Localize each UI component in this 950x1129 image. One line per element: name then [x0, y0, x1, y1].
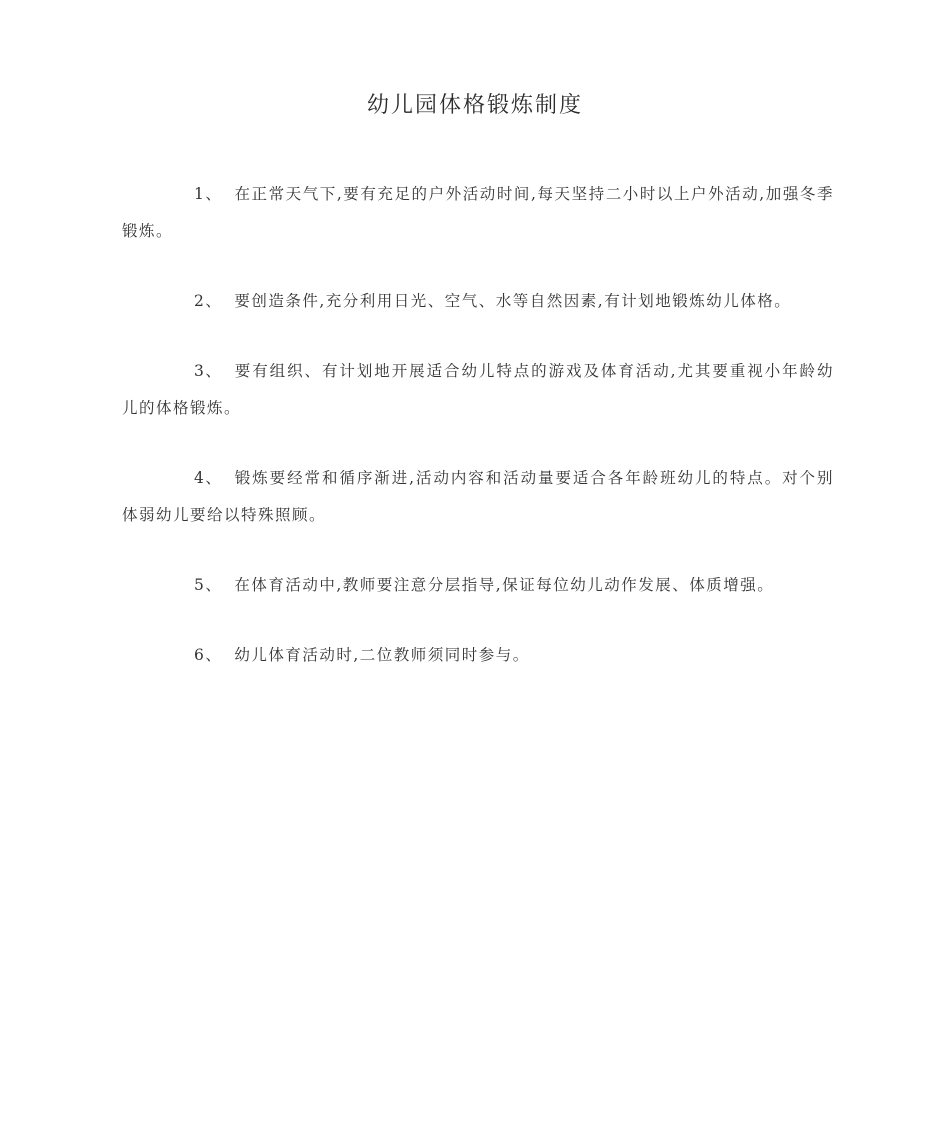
- rule-number: 1、: [194, 185, 223, 203]
- rule-item-3: [122, 353, 834, 427]
- rule-text: 在正常天气下,要有充足的户外活动时间,每天坚持二小时以上户外活动,加强冬季锻炼。: [122, 185, 834, 240]
- rule-item-1: [122, 176, 834, 250]
- document-body: [122, 176, 834, 707]
- rule-number: 6、: [194, 646, 223, 664]
- rule-item-4: [122, 460, 834, 534]
- rule-text: 锻炼要经常和循序渐进,活动内容和活动量要适合各年龄班幼儿的特点。对个别体弱幼儿要给以特殊照顾。: [122, 469, 834, 524]
- rule-number: 3、: [194, 362, 223, 380]
- document-title: 幼儿园体格锻炼制度: [366, 93, 583, 118]
- rule-text: 幼儿体育活动时,二位教师须同时参与。: [234, 646, 530, 664]
- rule-item-5: [122, 567, 834, 604]
- rule-text: 要有组织、有计划地开展适合幼儿特点的游戏及体育活动,尤其要重视小年龄幼儿的体格锻炼。: [122, 362, 834, 417]
- rule-item-2: [122, 283, 834, 320]
- rule-item-6: [122, 637, 834, 674]
- rule-number: 5、: [194, 576, 223, 594]
- rule-text: 在体育活动中,教师要注意分层指导,保证每位幼儿动作发展、体质增强。: [234, 576, 775, 594]
- rule-number: 4、: [194, 469, 223, 487]
- rule-number: 2、: [194, 292, 223, 310]
- rule-text: 要创造条件,充分利用日光、空气、水等自然因素,有计划地锻炼幼儿体格。: [234, 292, 792, 310]
